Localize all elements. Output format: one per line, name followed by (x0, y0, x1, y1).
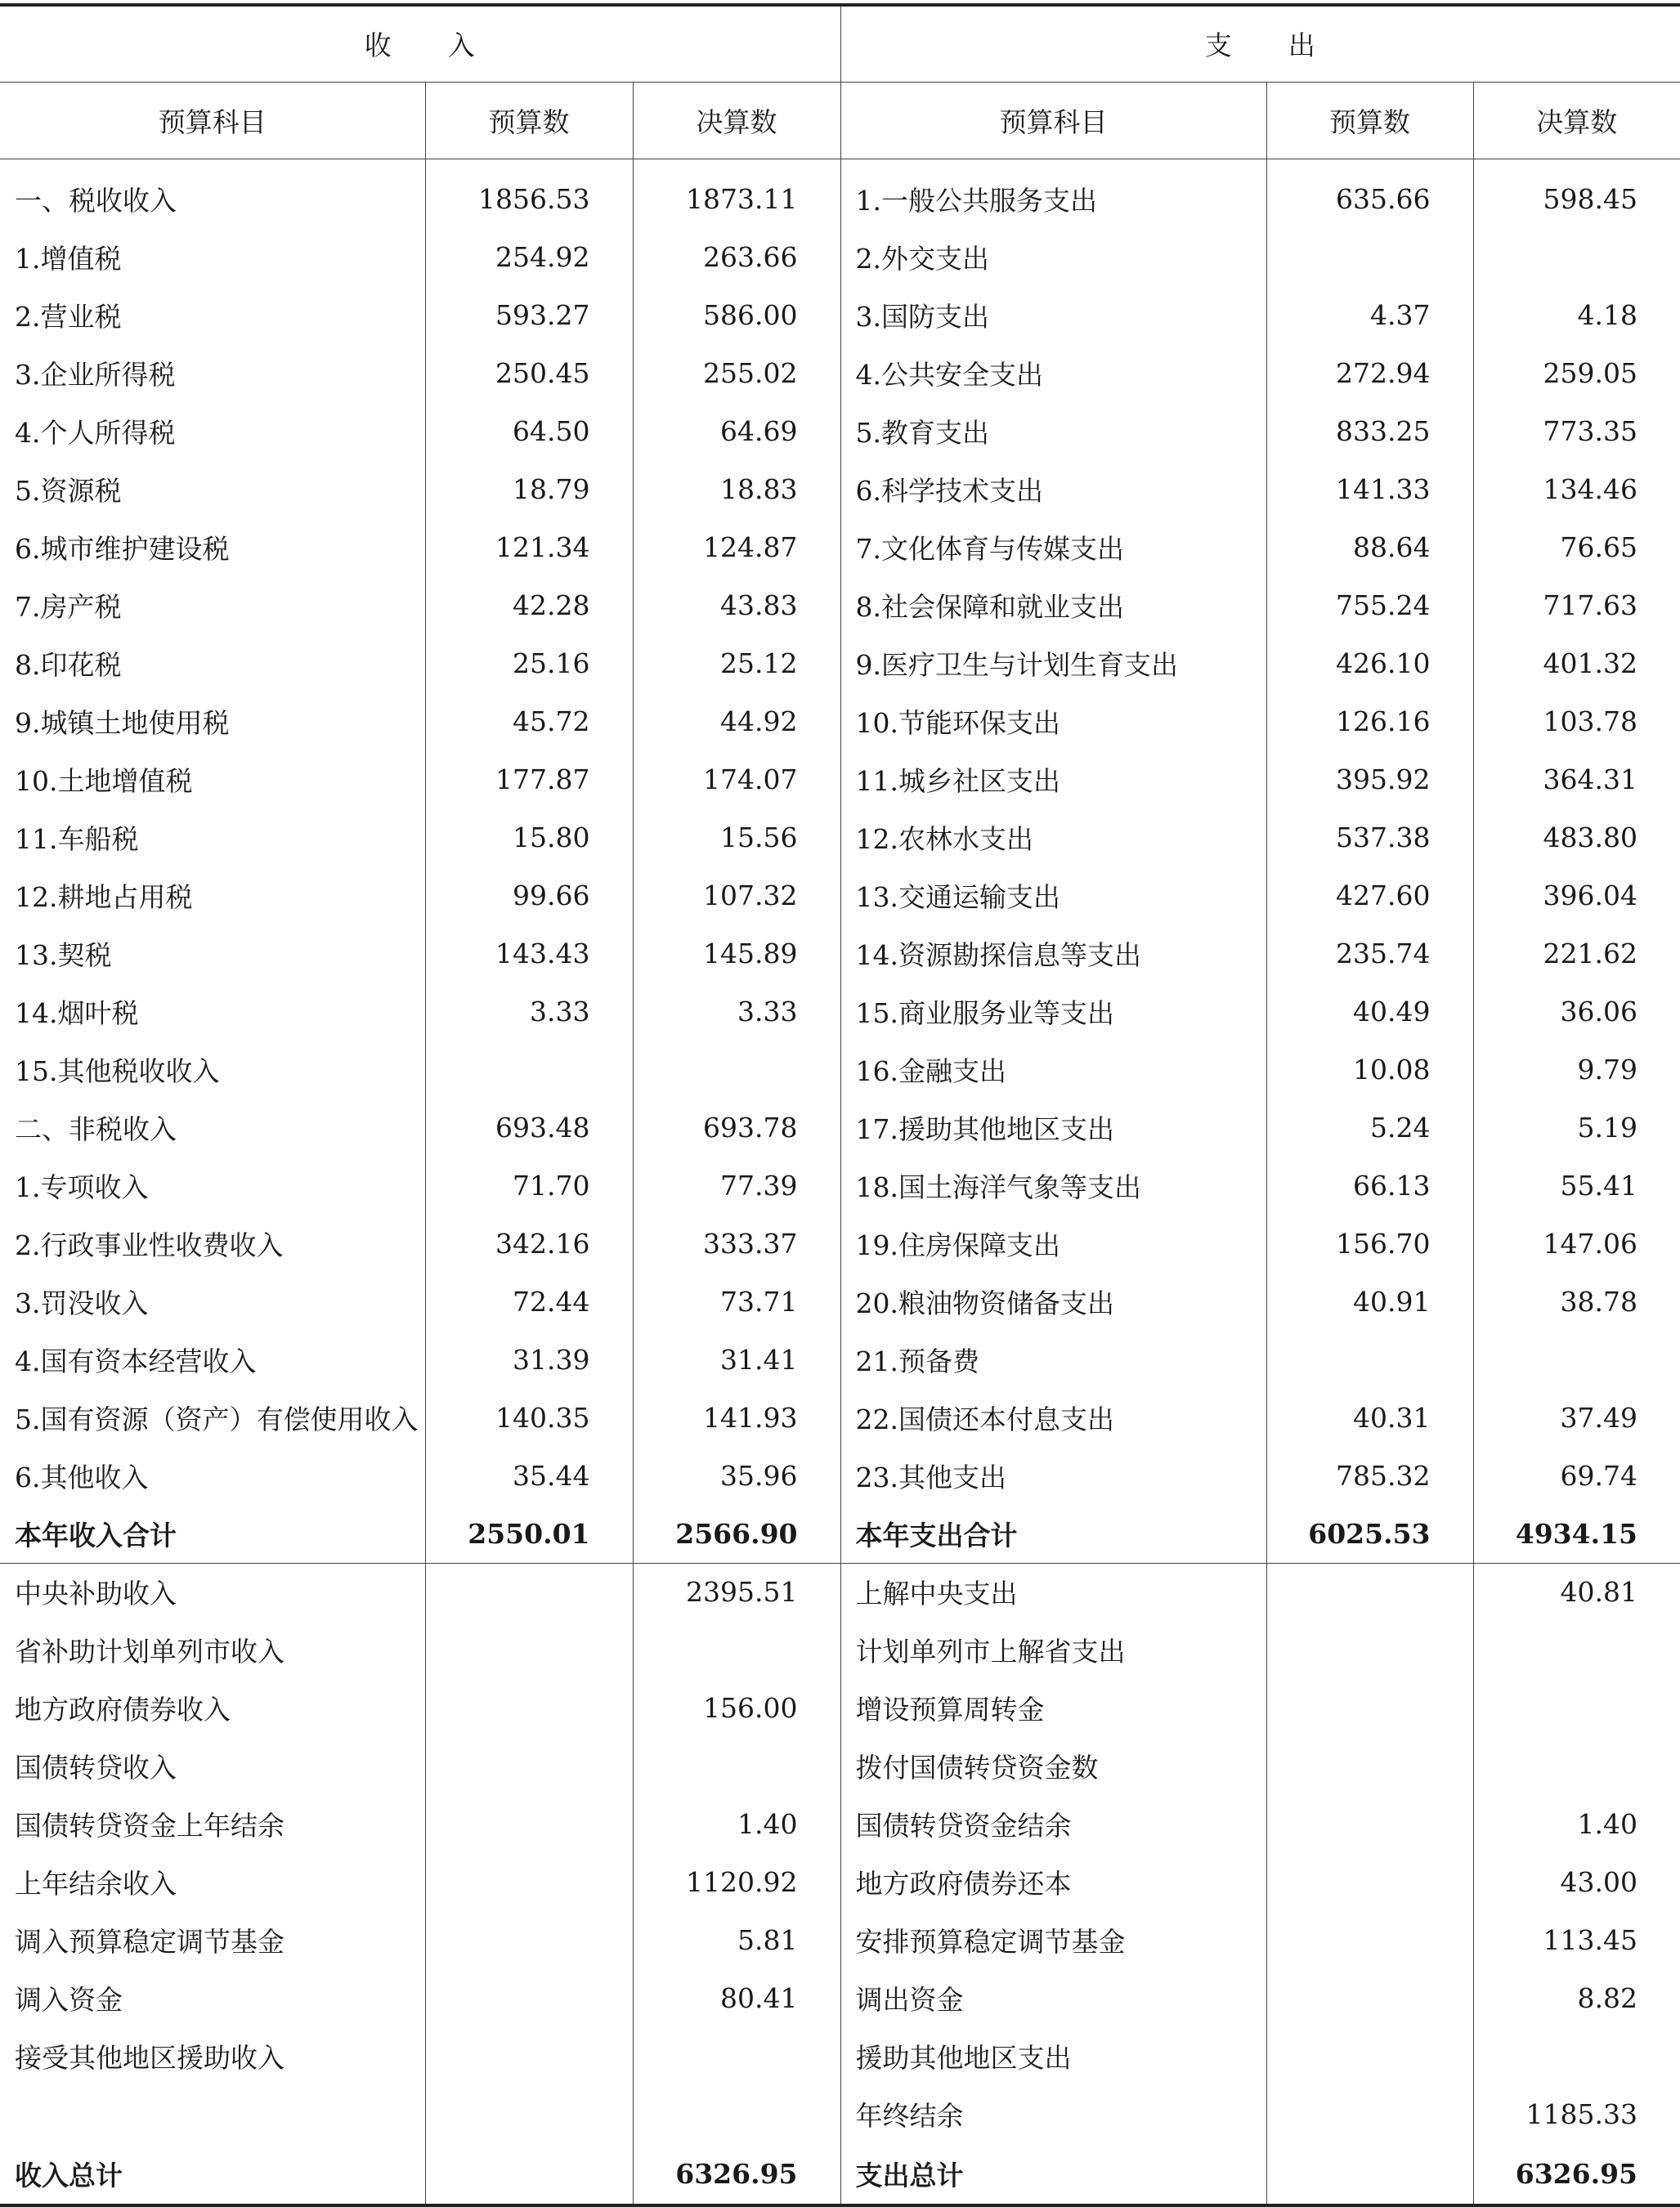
cell-expense-final: 103.78 (1473, 692, 1680, 750)
cell-income-item: 一、税收收入 (15, 185, 177, 217)
cell-expense-budget: 156.70 (1266, 1215, 1473, 1273)
cell-expense-final: 259.05 (1473, 344, 1680, 402)
table-row (0, 1215, 1680, 1273)
cell-income-item: 10.土地增值税 (15, 765, 193, 797)
cell-income-final: 2566.90 (633, 1505, 840, 1563)
cell-income-final (633, 2027, 840, 2085)
cell-expense-final: 69.74 (1473, 1447, 1680, 1505)
cell-income-budget: 250.45 (425, 344, 633, 402)
cell-income-final (633, 1041, 840, 1099)
cell-income-item: 11.车船税 (15, 823, 139, 855)
cell-expense-item: 23.其他支出 (840, 1447, 1266, 1505)
cell-income-budget: 342.16 (425, 1215, 633, 1273)
cell-expense-final: 4.18 (1473, 286, 1680, 344)
cell-income-final: 1120.92 (633, 1853, 840, 1911)
cell-expense-final: 37.49 (1473, 1389, 1680, 1447)
cell-expense-item: 22.国债还本付息支出 (840, 1389, 1266, 1447)
cell-income-item: 6.城市维护建设税 (15, 533, 230, 565)
cell-income-final: 1.40 (633, 1795, 840, 1853)
cell-income-final: 73.71 (633, 1273, 840, 1331)
cell-income-budget: 18.79 (425, 460, 633, 518)
cell-income-item: 13.契税 (15, 939, 112, 971)
cell-income-final: 124.87 (633, 518, 840, 576)
cell-expense-item: 14.资源勘探信息等支出 (840, 924, 1266, 983)
cell-expense-final (1473, 228, 1680, 286)
cell-income-item: 调入预算稳定调节基金 (15, 1926, 284, 1958)
cell-expense-final (1473, 1621, 1680, 1679)
cell-income-final: 64.69 (633, 402, 840, 460)
cell-income-item: 2.营业税 (15, 301, 122, 333)
cell-income-budget: 254.92 (425, 228, 633, 286)
cell-expense-item: 本年支出合计 (840, 1505, 1266, 1563)
cell-income-item: 9.城镇土地使用税 (15, 707, 230, 739)
cell-income-final: 35.96 (633, 1447, 840, 1505)
cell-expense-final: 55.41 (1473, 1157, 1680, 1215)
cell-income-final (633, 1737, 840, 1795)
cell-income-item: 调入资金 (15, 1984, 123, 2016)
col-header-expense-final: 决算数 (1473, 82, 1680, 159)
cell-income-final: 156.00 (633, 1679, 840, 1737)
cell-income-final: 25.12 (633, 634, 840, 692)
cell-income-budget (425, 1563, 633, 1621)
cell-expense-item: 11.城乡社区支出 (840, 750, 1266, 808)
cell-expense-budget (1266, 2085, 1473, 2143)
cell-income-final: 18.83 (633, 460, 840, 518)
cell-income-item: 地方政府债券收入 (15, 1694, 231, 1726)
cell-expense-budget (1266, 1621, 1473, 1679)
cell-income-budget: 35.44 (425, 1447, 633, 1505)
cell-expense-item: 援助其他地区支出 (840, 2027, 1266, 2085)
cell-expense-item: 19.住房保障支出 (840, 1215, 1266, 1273)
table-row (0, 1563, 1680, 1621)
cell-expense-item: 调出资金 (840, 1969, 1266, 2027)
cell-income-final: 31.41 (633, 1331, 840, 1389)
cell-expense-final: 8.82 (1473, 1969, 1680, 2027)
cell-income-final: 107.32 (633, 866, 840, 924)
cell-expense-budget (1266, 228, 1473, 286)
cell-expense-item: 1.一般公共服务支出 (840, 159, 1266, 228)
cell-income-item: 接受其他地区援助收入 (15, 2042, 284, 2074)
cell-expense-budget: 272.94 (1266, 344, 1473, 402)
table-row (0, 1911, 1680, 1969)
cell-expense-final: 43.00 (1473, 1853, 1680, 1911)
table-body (0, 5, 1680, 2205)
cell-income-budget (425, 1621, 633, 1679)
cell-expense-final (1473, 1679, 1680, 1737)
table-row (0, 1041, 1680, 1099)
column-header-row (0, 82, 1680, 159)
cell-income-item: 7.房产税 (15, 591, 122, 623)
cell-income-final: 80.41 (633, 1969, 840, 2027)
cell-income-item: 5.资源税 (15, 475, 122, 507)
subtotal-row (0, 1505, 1680, 1563)
cell-income-budget: 143.43 (425, 924, 633, 983)
cell-expense-budget (1266, 1737, 1473, 1795)
cell-income-budget: 1856.53 (425, 159, 633, 228)
cell-income-budget: 25.16 (425, 634, 633, 692)
cell-expense-item: 13.交通运输支出 (840, 866, 1266, 924)
col-header-income-budget: 预算数 (425, 82, 633, 159)
cell-income-budget: 42.28 (425, 576, 633, 634)
cell-expense-final: 113.45 (1473, 1911, 1680, 1969)
table-row (0, 1273, 1680, 1331)
cell-expense-budget (1266, 1853, 1473, 1911)
cell-expense-budget (1266, 1563, 1473, 1621)
table-row (0, 634, 1680, 692)
cell-income-budget (425, 1795, 633, 1853)
cell-expense-final: 598.45 (1473, 159, 1680, 228)
cell-expense-budget: 755.24 (1266, 576, 1473, 634)
cell-expense-final: 5.19 (1473, 1099, 1680, 1157)
cell-income-final: 2395.51 (633, 1563, 840, 1621)
cell-expense-budget (1266, 1795, 1473, 1853)
cell-income-budget: 64.50 (425, 402, 633, 460)
cell-expense-budget (1266, 1679, 1473, 1737)
cell-income-final: 141.93 (633, 1389, 840, 1447)
cell-income-budget: 177.87 (425, 750, 633, 808)
table-row (0, 1853, 1680, 1911)
cell-expense-budget: 427.60 (1266, 866, 1473, 924)
cell-expense-item: 21.预备费 (840, 1331, 1266, 1389)
cell-expense-item: 2.外交支出 (840, 228, 1266, 286)
cell-expense-budget (1266, 1331, 1473, 1389)
col-header-expense-budget: 预算数 (1266, 82, 1473, 159)
cell-income-budget (425, 1911, 633, 1969)
cell-expense-final (1473, 1331, 1680, 1389)
cell-expense-budget (1266, 2027, 1473, 2085)
cell-income-budget: 121.34 (425, 518, 633, 576)
cell-income-final: 145.89 (633, 924, 840, 983)
cell-income-item: 8.印花税 (15, 649, 122, 681)
cell-expense-budget: 10.08 (1266, 1041, 1473, 1099)
cell-income-final: 44.92 (633, 692, 840, 750)
cell-income-item: 4.国有资本经营收入 (15, 1345, 257, 1377)
col-header-expense-item: 预算科目 (840, 82, 1266, 159)
cell-expense-budget: 40.49 (1266, 983, 1473, 1041)
cell-expense-item: 6.科学技术支出 (840, 460, 1266, 518)
table-row (0, 1157, 1680, 1215)
cell-income-item: 4.个人所得税 (15, 417, 176, 449)
cell-expense-item: 年终结余 (840, 2085, 1266, 2143)
cell-expense-final: 773.35 (1473, 402, 1680, 460)
cell-expense-final (1473, 2027, 1680, 2085)
table-row (0, 1679, 1680, 1737)
cell-income-budget: 693.48 (425, 1099, 633, 1157)
cell-expense-budget: 785.32 (1266, 1447, 1473, 1505)
cell-expense-item: 安排预算稳定调节基金 (840, 1911, 1266, 1969)
table-row (0, 1621, 1680, 1679)
cell-income-budget: 45.72 (425, 692, 633, 750)
cell-income-final (633, 2085, 840, 2143)
col-header-income-item: 预算科目 (0, 82, 425, 159)
table-row (0, 1389, 1680, 1447)
cell-income-item: 国债转贷收入 (15, 1752, 177, 1784)
cell-expense-budget: 141.33 (1266, 460, 1473, 518)
cell-expense-final: 76.65 (1473, 518, 1680, 576)
income-header: 收 入 (0, 5, 840, 82)
table-row (0, 1099, 1680, 1157)
cell-expense-item: 16.金融支出 (840, 1041, 1266, 1099)
cell-income-final (633, 1621, 840, 1679)
cell-expense-budget: 537.38 (1266, 808, 1473, 866)
cell-expense-budget: 235.74 (1266, 924, 1473, 983)
cell-income-item (0, 2085, 425, 2143)
cell-income-final: 693.78 (633, 1099, 840, 1157)
cell-income-budget (425, 1969, 633, 2027)
cell-expense-final (1473, 1737, 1680, 1795)
cell-income-item: 15.其他税收收入 (15, 1055, 220, 1087)
table-row (0, 576, 1680, 634)
col-header-income-final: 决算数 (633, 82, 840, 159)
cell-income-final: 255.02 (633, 344, 840, 402)
cell-income-item: 3.企业所得税 (15, 359, 176, 391)
cell-income-final: 1873.11 (633, 159, 840, 228)
cell-expense-item: 上解中央支出 (840, 1563, 1266, 1621)
table-row (0, 2085, 1680, 2143)
cell-expense-item: 3.国防支出 (840, 286, 1266, 344)
cell-income-budget (425, 2027, 633, 2085)
table-row (0, 518, 1680, 576)
table-row (0, 692, 1680, 750)
cell-expense-final: 483.80 (1473, 808, 1680, 866)
cell-income-budget: 140.35 (425, 1389, 633, 1447)
cell-income-budget (425, 1041, 633, 1099)
cell-expense-item: 计划单列市上解省支出 (840, 1621, 1266, 1679)
cell-income-budget (425, 1737, 633, 1795)
cell-expense-final: 1.40 (1473, 1795, 1680, 1853)
cell-expense-item: 20.粮油物资储备支出 (840, 1273, 1266, 1331)
cell-expense-budget: 6025.53 (1266, 1505, 1473, 1563)
cell-income-final: 174.07 (633, 750, 840, 808)
table-row (0, 159, 1680, 228)
table-row (0, 1737, 1680, 1795)
cell-income-budget: 71.70 (425, 1157, 633, 1215)
table-row (0, 2027, 1680, 2085)
cell-income-final: 263.66 (633, 228, 840, 286)
cell-expense-budget: 395.92 (1266, 750, 1473, 808)
cell-expense-budget: 88.64 (1266, 518, 1473, 576)
total-row (0, 2143, 1680, 2205)
cell-expense-final: 1185.33 (1473, 2085, 1680, 2143)
table-row (0, 750, 1680, 808)
cell-income-item: 6.其他收入 (15, 1462, 149, 1493)
cell-income-budget: 99.66 (425, 866, 633, 924)
cell-income-item: 国债转贷资金上年结余 (15, 1810, 284, 1842)
cell-expense-final: 396.04 (1473, 866, 1680, 924)
table-row (0, 286, 1680, 344)
expense-header: 支 出 (840, 5, 1680, 82)
table-row (0, 1969, 1680, 2027)
cell-expense-budget: 426.10 (1266, 634, 1473, 692)
cell-expense-item: 4.公共安全支出 (840, 344, 1266, 402)
cell-income-final: 3.33 (633, 983, 840, 1041)
cell-income-item: 本年收入合计 (15, 1519, 177, 1551)
table-row (0, 228, 1680, 286)
cell-income-item: 省补助计划单列市收入 (15, 1636, 284, 1668)
cell-income-budget (425, 1679, 633, 1737)
table-row (0, 1447, 1680, 1505)
table-row (0, 1331, 1680, 1389)
cell-expense-final: 401.32 (1473, 634, 1680, 692)
cell-income-item: 1.增值税 (15, 243, 122, 275)
cell-income-budget: 72.44 (425, 1273, 633, 1331)
cell-income-budget (425, 2085, 633, 2143)
cell-expense-budget: 66.13 (1266, 1157, 1473, 1215)
cell-expense-budget (1266, 1911, 1473, 1969)
cell-income-final: 586.00 (633, 286, 840, 344)
cell-expense-item: 10.节能环保支出 (840, 692, 1266, 750)
cell-income-item: 上年结余收入 (15, 1868, 177, 1900)
cell-expense-final: 36.06 (1473, 983, 1680, 1041)
cell-income-item: 3.罚没收入 (15, 1287, 149, 1319)
cell-expense-item: 地方政府债券还本 (840, 1853, 1266, 1911)
cell-income-budget: 593.27 (425, 286, 633, 344)
cell-income-budget: 31.39 (425, 1331, 633, 1389)
cell-expense-item: 8.社会保障和就业支出 (840, 576, 1266, 634)
cell-income-budget: 2550.01 (425, 1505, 633, 1563)
table-row (0, 344, 1680, 402)
cell-expense-final: 38.78 (1473, 1273, 1680, 1331)
cell-income-final: 77.39 (633, 1157, 840, 1215)
cell-expense-final: 6326.95 (1473, 2143, 1680, 2205)
table-row (0, 402, 1680, 460)
cell-expense-final: 9.79 (1473, 1041, 1680, 1099)
cell-expense-item: 增设预算周转金 (840, 1679, 1266, 1737)
cell-income-budget: 3.33 (425, 983, 633, 1041)
group-header-row (0, 5, 1680, 82)
cell-expense-budget: 5.24 (1266, 1099, 1473, 1157)
cell-expense-final: 147.06 (1473, 1215, 1680, 1273)
cell-income-item: 中央补助收入 (0, 1563, 425, 1621)
cell-expense-item: 支出总计 (840, 2143, 1266, 2205)
cell-expense-budget: 40.31 (1266, 1389, 1473, 1447)
cell-income-final: 15.56 (633, 808, 840, 866)
cell-income-final: 6326.95 (633, 2143, 840, 2205)
cell-income-item: 2.行政事业性收费收入 (15, 1229, 284, 1261)
cell-expense-final: 221.62 (1473, 924, 1680, 983)
cell-income-budget (425, 1853, 633, 1911)
cell-expense-item: 15.商业服务业等支出 (840, 983, 1266, 1041)
budget-table (0, 3, 1680, 2207)
cell-income-final: 5.81 (633, 1911, 840, 1969)
cell-income-budget (425, 2143, 633, 2205)
cell-income-item: 二、非税收入 (15, 1113, 177, 1145)
table-row (0, 460, 1680, 518)
table-row (0, 983, 1680, 1041)
cell-expense-budget (1266, 2143, 1473, 2205)
cell-expense-final: 134.46 (1473, 460, 1680, 518)
cell-expense-item: 拨付国债转贷资金数 (840, 1737, 1266, 1795)
cell-expense-final: 364.31 (1473, 750, 1680, 808)
cell-income-item: 收入总计 (0, 2143, 425, 2205)
cell-expense-budget: 126.16 (1266, 692, 1473, 750)
cell-expense-budget: 635.66 (1266, 159, 1473, 228)
cell-expense-budget: 833.25 (1266, 402, 1473, 460)
cell-expense-item: 12.农林水支出 (840, 808, 1266, 866)
table-row (0, 924, 1680, 983)
table-row (0, 808, 1680, 866)
cell-income-item: 1.专项收入 (15, 1171, 149, 1203)
cell-expense-budget: 4.37 (1266, 286, 1473, 344)
table-row (0, 1795, 1680, 1853)
cell-expense-item: 9.医疗卫生与计划生育支出 (840, 634, 1266, 692)
cell-expense-budget (1266, 1969, 1473, 2027)
cell-expense-budget: 40.91 (1266, 1273, 1473, 1331)
cell-income-item: 5.国有资源（资产）有偿使用收入 (15, 1403, 419, 1435)
cell-expense-final: 717.63 (1473, 576, 1680, 634)
cell-income-item: 14.烟叶税 (15, 997, 139, 1029)
cell-expense-item: 国债转贷资金结余 (840, 1795, 1266, 1853)
cell-expense-item: 17.援助其他地区支出 (840, 1099, 1266, 1157)
cell-income-final: 43.83 (633, 576, 840, 634)
cell-expense-final: 4934.15 (1473, 1505, 1680, 1563)
cell-income-final: 333.37 (633, 1215, 840, 1273)
cell-income-budget: 15.80 (425, 808, 633, 866)
cell-expense-item: 7.文化体育与传媒支出 (840, 518, 1266, 576)
cell-expense-final: 40.81 (1473, 1563, 1680, 1621)
table-row (0, 866, 1680, 924)
cell-expense-item: 5.教育支出 (840, 402, 1266, 460)
cell-expense-item: 18.国土海洋气象等支出 (840, 1157, 1266, 1215)
cell-income-item: 12.耕地占用税 (15, 881, 193, 913)
